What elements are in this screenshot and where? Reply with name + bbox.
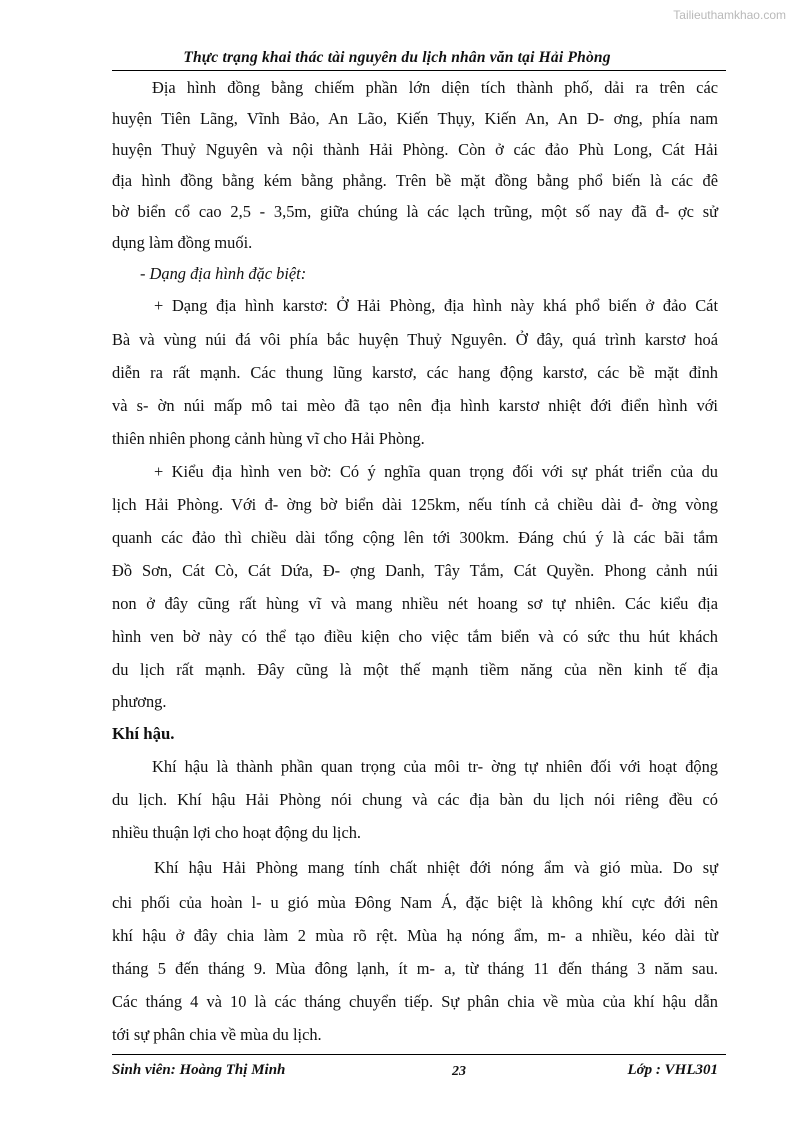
paragraph-line: lịch Hải Phòng. Với đ- ờng bờ biển dài 125km, nếu tính cả chiều dài đ- ờng vòng xyxy=(112,495,718,514)
paragraph-line: bờ biển cổ cao 2,5 - 3,5m, giữa chúng là các lạch trũng, một số nay đã đ- ợc sử xyxy=(112,202,718,221)
paragraph-line: hình ven bờ này có thể tạo điều kiện cho việc tắm biển và có sức thu hút khách xyxy=(112,627,718,646)
paragraph-line: Khí hậu Hải Phòng mang tính chất nhiệt đới nóng ẩm và gió mùa. Do sự xyxy=(154,858,718,877)
paragraph-line: Các tháng 4 và 10 là các tháng chuyển tiếp. Sự phân chia về mùa của khí hậu dẫn xyxy=(112,992,718,1011)
paragraph-line: quanh các đảo thì chiều dài tổng cộng lên tới 300km. Đáng chú ý là các bãi tắm xyxy=(112,528,718,547)
body-text xyxy=(112,72,718,1051)
paragraph-line: Địa hình đồng bằng chiếm phần lớn diện tích thành phố, dải ra trên các xyxy=(152,78,718,97)
section-heading: Khí hậu. xyxy=(112,724,175,743)
paragraph-line: địa hình đồng bằng kém bằng phẳng. Trên bề mặt đồng bằng phổ biến là các đê xyxy=(112,171,718,190)
paragraph-line: tới sự phân chia về mùa du lịch. xyxy=(112,1025,322,1044)
paragraph-line: tháng 5 đến tháng 9. Mùa đông lạnh, ít m- a, từ tháng 11 đến tháng 3 năm sau. xyxy=(112,959,718,978)
footer-class: Lớp : VHL301 xyxy=(627,1062,718,1078)
page-footer xyxy=(112,1062,718,1084)
footer-student-name: Sinh viên: Hoàng Thị Minh xyxy=(112,1062,286,1078)
page-number: 23 xyxy=(452,1064,466,1079)
paragraph-line: du lịch rất mạnh. Đây cũng là một thế mạnh tiềm năng của nền kinh tế địa xyxy=(112,660,718,679)
paragraph-line: huyện Tiên Lãng, Vĩnh Bảo, An Lão, Kiến Thụy, Kiến An, An D- ơng, phía nam xyxy=(112,109,718,128)
paragraph-line: huyện Thuỷ Nguyên và nội thành Hải Phòng. Còn ở các đảo Phù Long, Cát Hải xyxy=(112,140,718,159)
paragraph-line: khí hậu ở đây chia làm 2 mùa rõ rệt. Mùa hạ nóng ẩm, m- a nhiều, kéo dài từ xyxy=(112,926,718,945)
paragraph-line: chi phối của hoàn l- u gió mùa Đông Nam Á, đặc biệt là không khí cực đới nên xyxy=(112,893,718,912)
footer-divider xyxy=(112,1054,726,1055)
paragraph-line: + Dạng địa hình karstơ: Ở Hải Phòng, địa hình này khá phổ biến ở đảo Cát xyxy=(154,296,718,315)
running-header-title: Thực trạng khai thác tài nguyên du lịch nhân văn tại Hải Phòng xyxy=(183,49,611,66)
paragraph-line: dụng làm đồng muối. xyxy=(112,233,253,252)
paragraph-line: diễn ra rất mạnh. Các thung lũng karstơ, các hang động karstơ, các bề mặt đỉnh xyxy=(112,363,718,382)
paragraph-line: Khí hậu là thành phần quan trọng của môi tr- ờng tự nhiên đối với hoạt động xyxy=(152,757,718,776)
paragraph-line: du lịch. Khí hậu Hải Phòng nói chung và các địa bàn du lịch nói riêng đều có xyxy=(112,790,718,809)
paragraph-line: và s- ờn núi mấp mô tai mèo đã tạo nên địa hình karstơ nhiệt đới điển hình với xyxy=(112,396,718,415)
paragraph-line: Bà và vùng núi đá vôi phía bắc huyện Thuỷ Nguyên. Ở đây, quá trình karstơ hoá xyxy=(112,330,718,349)
header-divider xyxy=(112,70,726,71)
paragraph-line: thiên nhiên phong cảnh hùng vĩ cho Hải Phòng. xyxy=(112,429,425,448)
paragraph-line: + Kiểu địa hình ven bờ: Có ý nghĩa quan trọng đối với sự phát triển của du xyxy=(154,462,718,481)
subsection-label: - Dạng địa hình đặc biệt: xyxy=(140,264,307,283)
paragraph-line: phương. xyxy=(112,692,167,711)
watermark: Tailieuthamkhao.com xyxy=(673,8,786,22)
paragraph-line: Đồ Sơn, Cát Cò, Cát Dứa, Đ- ợng Danh, Tây Tắm, Cát Quyền. Phong cảnh núi xyxy=(112,561,718,580)
paragraph-line: non ở đây cũng rất hùng vĩ và mang nhiều nét hoang sơ tự nhiên. Các kiểu địa xyxy=(112,594,718,613)
paragraph-line: nhiều thuận lợi cho hoạt động du lịch. xyxy=(112,823,362,842)
